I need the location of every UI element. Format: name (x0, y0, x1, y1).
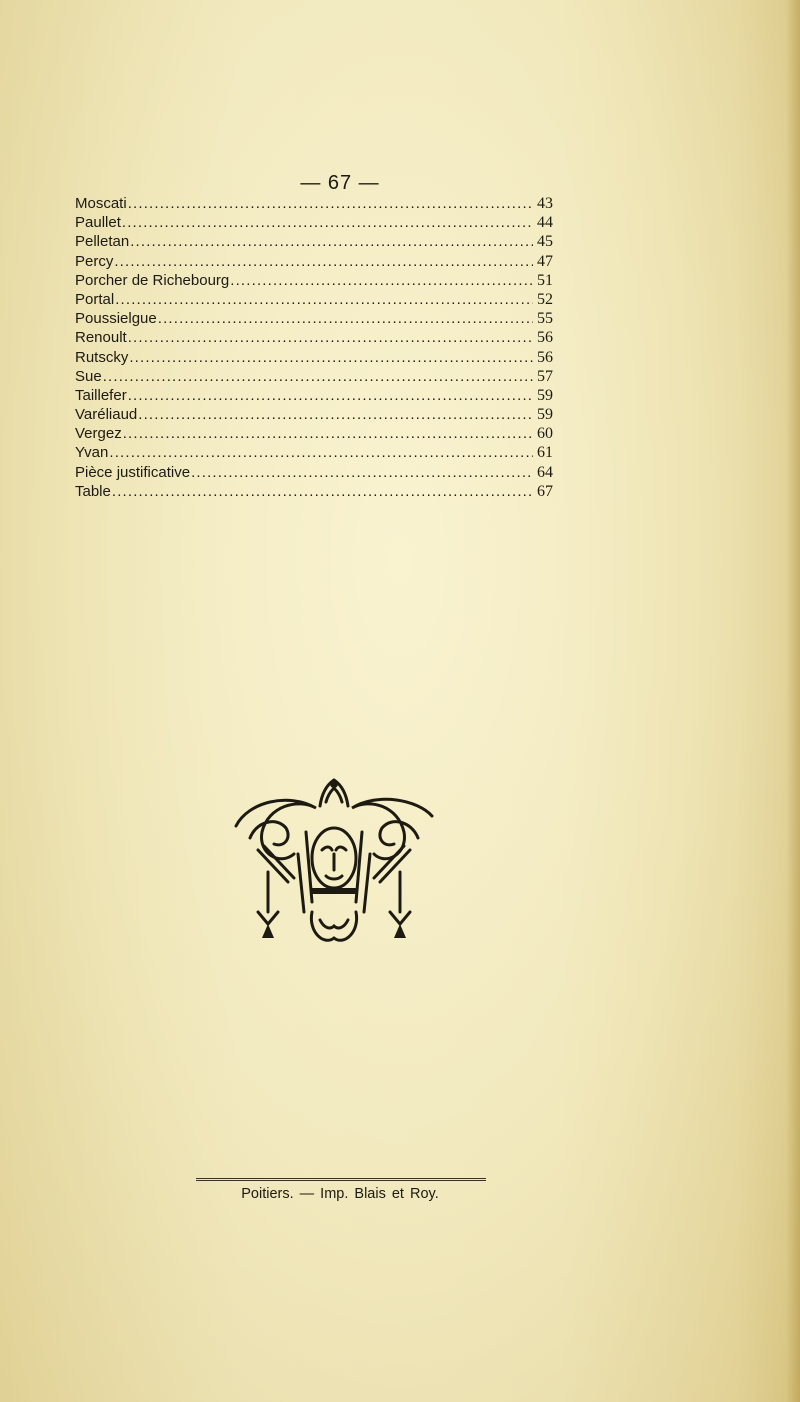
toc-entry-name: Renoult (75, 329, 127, 347)
toc-leader-dots (130, 232, 533, 251)
toc-entry[interactable] (75, 232, 557, 251)
toc-entry-name: Poussielgue (75, 310, 157, 328)
printer-imprint: Poitiers. — Imp. Blais et Roy. (241, 1186, 439, 1202)
toc-entry-name: Paullet (75, 214, 121, 232)
toc-entry-name: Table (75, 482, 111, 500)
toc-entry[interactable] (75, 463, 557, 482)
toc-entry[interactable] (75, 328, 557, 347)
toc-entry-page: 64 (537, 463, 553, 481)
toc-entry-page: 52 (537, 290, 553, 308)
toc-entry-page: 51 (537, 271, 553, 289)
toc-entry[interactable] (75, 213, 557, 232)
toc-entry-name: Pelletan (75, 233, 130, 251)
imprint-rule-bottom (196, 1180, 486, 1181)
toc-leader-dots (138, 405, 533, 424)
toc-entry-page: 60 (537, 425, 553, 443)
toc-entry-name: Pièce justificative (75, 463, 191, 481)
toc-entry-page: 61 (537, 444, 553, 462)
toc-entry[interactable] (75, 290, 557, 309)
toc-entry-page: 57 (537, 367, 553, 385)
page-number: — 67 — (300, 172, 380, 194)
toc-leader-dots (128, 386, 533, 405)
page-edge-shadow (786, 0, 800, 1402)
toc-entry-page: 56 (537, 348, 553, 366)
toc-entry[interactable] (75, 271, 557, 290)
toc-entry-page: 67 (537, 482, 553, 500)
toc-leader-dots (128, 328, 533, 347)
toc-leader-dots (115, 290, 533, 309)
toc-leader-dots (129, 348, 533, 367)
toc-entry[interactable] (75, 424, 557, 443)
imprint-rule-top (196, 1178, 486, 1179)
toc-entry-name: Vergez (75, 425, 122, 443)
toc-leader-dots (112, 482, 533, 501)
toc-entry[interactable] (75, 252, 557, 271)
toc-entry[interactable] (75, 309, 557, 328)
toc-entry-name: Moscati (75, 195, 127, 212)
toc-entry-name: Sue (75, 367, 102, 385)
toc-entry-name: Portal (75, 290, 115, 308)
toc-leader-dots (191, 463, 533, 482)
toc-leader-dots (122, 213, 533, 232)
toc-entry-name: Rutscky (75, 348, 129, 366)
toc-entry-page: 59 (537, 386, 553, 404)
table-of-contents (75, 194, 557, 501)
toc-entry-page: 59 (537, 406, 553, 424)
toc-entry[interactable] (75, 405, 557, 424)
toc-entry-page: 45 (537, 233, 553, 251)
toc-entry-name: Varéliaud (75, 406, 138, 424)
toc-entry[interactable] (75, 367, 557, 386)
toc-leader-dots (109, 443, 533, 462)
toc-entry[interactable] (75, 386, 557, 405)
toc-entry-page: 47 (537, 252, 553, 270)
toc-entry-name: Yvan (75, 444, 109, 462)
toc-entry-name: Porcher de Richebourg (75, 271, 230, 289)
toc-entry-name: Taillefer (75, 386, 127, 404)
toc-leader-dots (128, 194, 533, 213)
toc-entry-name: Percy (75, 252, 114, 270)
toc-entry[interactable] (75, 443, 557, 462)
toc-leader-dots (123, 424, 533, 443)
toc-leader-dots (230, 271, 533, 290)
toc-leader-dots (158, 309, 533, 328)
toc-entry-page: 44 (537, 214, 553, 232)
toc-entry[interactable] (75, 482, 557, 501)
toc-entry-page: 55 (537, 310, 553, 328)
tailpiece-ornament-icon (228, 762, 440, 958)
toc-entry[interactable] (75, 348, 557, 367)
toc-leader-dots (103, 367, 533, 386)
toc-leader-dots (114, 252, 533, 271)
toc-entry-page: 43 (537, 195, 553, 212)
toc-entry[interactable] (75, 194, 557, 213)
toc-entry-page: 56 (537, 329, 553, 347)
